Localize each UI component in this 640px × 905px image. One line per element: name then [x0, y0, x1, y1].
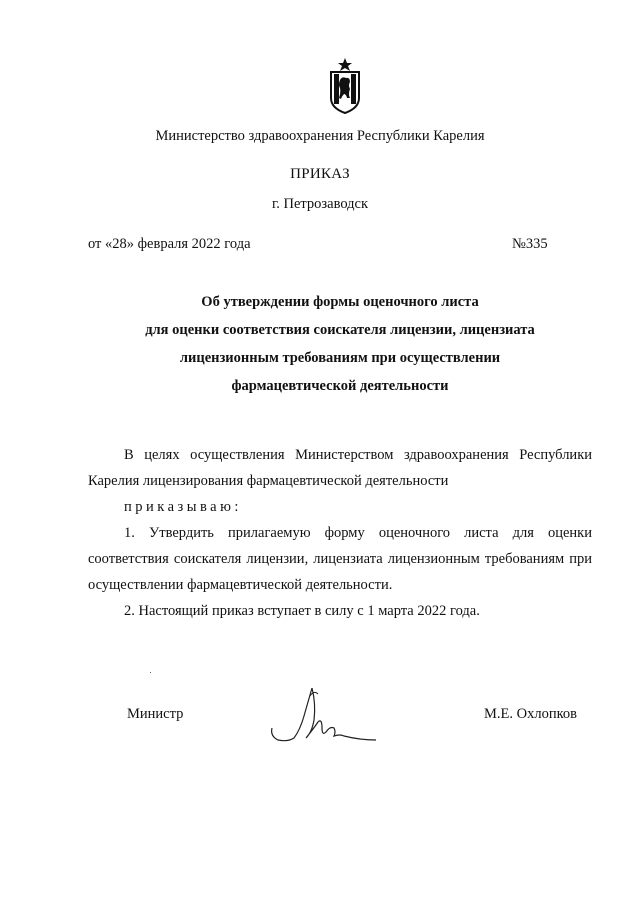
handwritten-signature [264, 682, 380, 754]
title-line: фармацевтической деятельности [231, 378, 449, 394]
karelia-coat-of-arms-icon [328, 58, 362, 114]
title-line: для оценки соответствия соискателя лицензии, лицензиата [145, 322, 535, 338]
scan-speck [150, 672, 151, 673]
ministry-name: Министерство здравоохранения Республики Карелия [155, 128, 485, 144]
body-paragraph-item-2: 2. Настоящий приказ вступает в силу с 1 марта 2022 года. [124, 603, 480, 619]
document-title [80, 288, 600, 400]
title-line: Об утверждении формы оценочного листа [201, 294, 479, 310]
document-body [88, 442, 592, 624]
signatory-name: М.Е. Охлопков [484, 706, 577, 722]
body-paragraph-item-1: 1. Утвердить прилагаемую форму оценочного листа для оценки соответствия соискателя лицензии, лицензиата лицензионным требованиям при осуществлении фармацевтической деятельности. [88, 525, 592, 593]
signatory-role: Министр [127, 706, 184, 722]
document-date: от «28» февраля 2022 года [88, 236, 251, 252]
document-number: №335 [512, 236, 548, 252]
document-type: ПРИКАЗ [290, 166, 350, 182]
title-line: лицензионным требованиям при осуществлении [179, 350, 501, 366]
body-paragraph-purpose: В целях осуществления Министерством здравоохранения Республики Карелия лицензирования фармацевтической деятельности [88, 447, 592, 489]
document-city: г. Петрозаводск [271, 196, 369, 212]
body-paragraph-order: приказываю: [124, 499, 242, 515]
